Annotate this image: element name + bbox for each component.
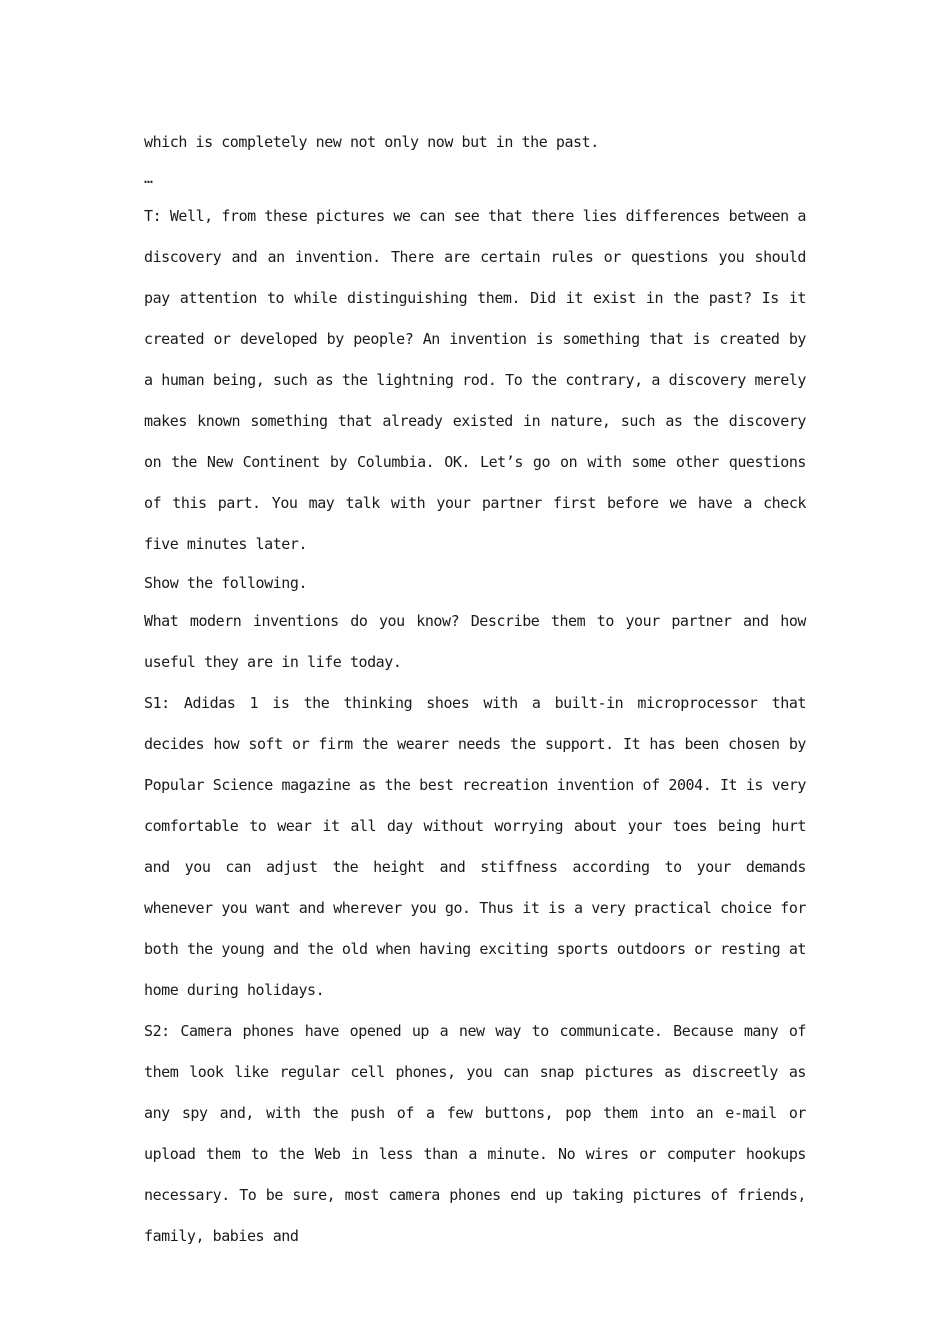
paragraph-question: What modern inventions do you know? Describe them to your partner and how useful they are in life today. (144, 612, 806, 671)
paragraph-teacher: T: Well, from these pictures we can see that there lies differences between a discovery and an invention. There are certain rules or questions you should pay attention to while distinguishing them. Did it exist in the past? Is it created or developed by people? An invention is something that is created by a human being, such as the lightning rod. To the contrary, a discovery merely makes known something that already existed in nature, such as the discovery on the New Continent by Columbia. OK. Let’s go on with some other questions of this part. You may talk with your partner first before we have a check five minutes later. (144, 207, 806, 553)
paragraph-student-2: S2: Camera phones have opened up a new way to communicate. Because many of them look like regular cell phones, you can snap pictures as discreetly as any spy and, with the push of a few buttons, pop them into an e-mail or upload them to the Web in less than a minute. No wires or computer hookups necessary. To be sure, most camera phones end up taking pictures of friends, family, babies and (144, 1022, 806, 1245)
paragraph-instruction: Show the following. (144, 574, 308, 592)
paragraph-continuation: which is completely new not only now but in the past. (144, 133, 599, 151)
document-body (144, 124, 806, 1257)
paragraph-student-1: S1: Adidas 1 is the thinking shoes with a built-in microprocessor that decides how soft or firm the wearer needs the support. It has been chosen by Popular Science magazine as the best recreation invention of 2004. It is very comfortable to wear it all day without worrying about your toes being hurt and you can adjust the height and stiffness according to your demands whenever you want and wherever you go. Thus it is a very practical choice for both the young and the old when having exciting sports outdoors or resting at home during holidays. (144, 694, 806, 999)
ellipsis-line: … (144, 169, 153, 187)
